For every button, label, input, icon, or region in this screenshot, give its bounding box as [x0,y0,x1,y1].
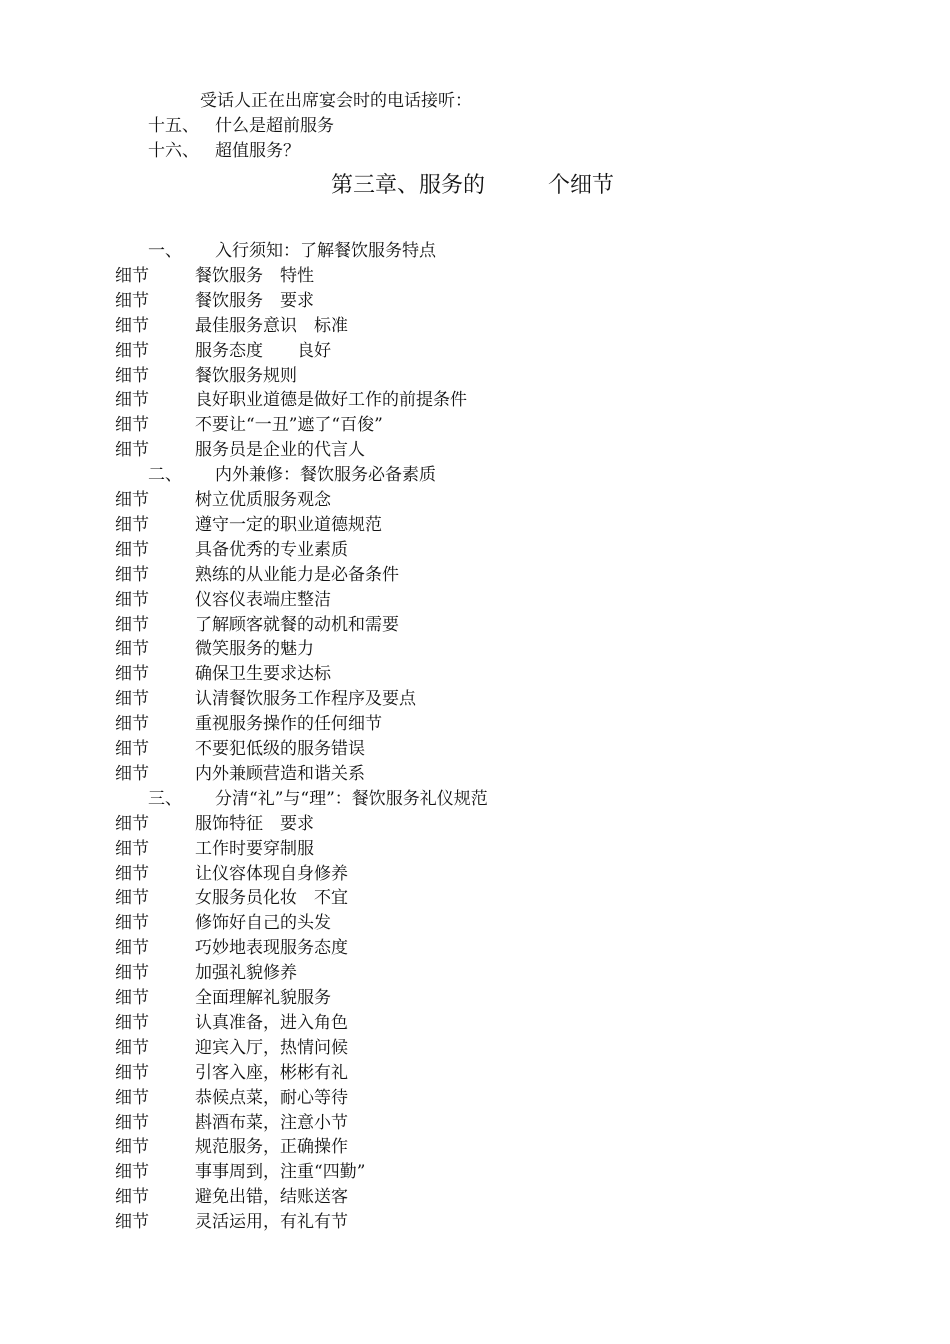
detail-text: 熟练的从业能力是必备条件 [195,564,399,585]
detail-label: 细节 [115,265,149,286]
detail-label: 细节 [115,888,149,909]
detail-label: 细节 [115,514,149,535]
detail-text: 认真准备，进入角色 [195,1012,348,1033]
chapter-title-left: 第三章、服务的 [331,173,486,198]
detail-label: 细节 [115,315,149,336]
detail-label: 细节 [115,639,149,660]
detail-text: 餐饮服务 特性 [195,265,314,286]
detail-text: 引客入座，彬彬有礼 [195,1062,348,1083]
detail-label: 细节 [115,714,149,735]
detail-label: 细节 [115,1162,149,1183]
detail-label: 细节 [115,539,149,560]
detail-text: 修饰好自己的头发 [195,913,331,934]
detail-label: 细节 [115,340,149,361]
detail-text: 不要让“一丑”遮了“百俊” [195,415,383,436]
detail-label: 细节 [115,365,149,386]
section-number: 二、 [148,465,182,486]
detail-label: 细节 [115,963,149,984]
detail-text: 餐饮服务规则 [195,365,297,386]
question-16-number: 十六、 [148,141,199,161]
detail-text: 全面理解礼貌服务 [195,988,331,1008]
section-title: 内外兼修：餐饮服务必备素质 [215,465,436,486]
section-title: 入行须知：了解餐饮服务特点 [215,241,436,261]
detail-text: 最佳服务意识 标准 [195,315,348,336]
question-15-text: 什么是超前服务 [215,116,334,136]
detail-text: 事事周到，注重“四勤” [195,1162,366,1183]
question-15-number: 十五、 [148,116,199,136]
detail-text: 服饰特征 要求 [195,813,314,834]
detail-label: 细节 [115,440,149,461]
detail-label: 细节 [115,614,149,635]
detail-label: 细节 [115,1062,149,1083]
detail-text: 加强礼貌修养 [195,963,297,984]
detail-text: 仪容仪表端庄整洁 [195,589,331,610]
detail-label: 细节 [115,988,149,1008]
detail-label: 细节 [115,1187,149,1208]
detail-label: 细节 [115,689,149,710]
detail-text: 服务态度 良好 [195,340,331,361]
detail-label: 细节 [115,763,149,784]
detail-text: 灵活运用，有礼有节 [195,1212,348,1233]
detail-label: 细节 [115,863,149,884]
detail-label: 细节 [115,415,149,436]
question-16-text: 超值服务？ [215,141,300,161]
detail-label: 细节 [115,1112,149,1133]
detail-text: 服务员是企业的代言人 [195,440,365,461]
intro-line: 受话人正在出席宴会时的电话接听： [200,91,472,111]
detail-text: 斟酒布菜，注意小节 [195,1112,348,1133]
detail-text: 不要犯低级的服务错误 [195,739,365,759]
detail-label: 细节 [115,564,149,585]
detail-text: 规范服务，正确操作 [195,1137,348,1158]
detail-label: 细节 [115,913,149,934]
detail-label: 细节 [115,1137,149,1158]
detail-text: 巧妙地表现服务态度 [195,938,348,959]
detail-text: 微笑服务的魅力 [195,639,314,660]
section-title: 分清“礼”与“理”：餐饮服务礼仪规范 [215,788,488,809]
section-number: 三、 [148,788,182,809]
detail-label: 细节 [115,813,149,834]
detail-text: 避免出错，结账送客 [195,1187,348,1208]
detail-label: 细节 [115,1212,149,1233]
detail-label: 细节 [115,1087,149,1108]
detail-text: 遵守一定的职业道德规范 [195,514,382,535]
detail-label: 细节 [115,490,149,510]
detail-text: 迎宾入厅，热情问候 [195,1037,348,1058]
detail-label: 细节 [115,1012,149,1033]
detail-label: 细节 [115,390,149,411]
section-number: 一、 [148,241,182,261]
detail-label: 细节 [115,739,149,759]
detail-text: 让仪容体现自身修养 [195,863,348,884]
detail-text: 工作时要穿制服 [195,838,314,859]
detail-label: 细节 [115,290,149,311]
detail-text: 恭候点菜，耐心等待 [195,1087,348,1108]
detail-text: 确保卫生要求达标 [195,664,331,685]
detail-text: 良好职业道德是做好工作的前提条件 [195,390,467,411]
detail-text: 女服务员化妆 不宜 [195,888,348,909]
detail-label: 细节 [115,1037,149,1058]
detail-label: 细节 [115,664,149,685]
detail-text: 重视服务操作的任何细节 [195,714,382,735]
detail-label: 细节 [115,938,149,959]
detail-text: 了解顾客就餐的动机和需要 [195,614,399,635]
chapter-title-right: 个细节 [548,173,615,198]
detail-text: 树立优质服务观念 [195,490,331,510]
detail-text: 认清餐饮服务工作程序及要点 [195,689,416,710]
detail-text: 餐饮服务 要求 [195,290,314,311]
detail-text: 内外兼顾营造和谐关系 [195,763,365,784]
detail-text: 具备优秀的专业素质 [195,539,348,560]
detail-label: 细节 [115,838,149,859]
detail-label: 细节 [115,589,149,610]
